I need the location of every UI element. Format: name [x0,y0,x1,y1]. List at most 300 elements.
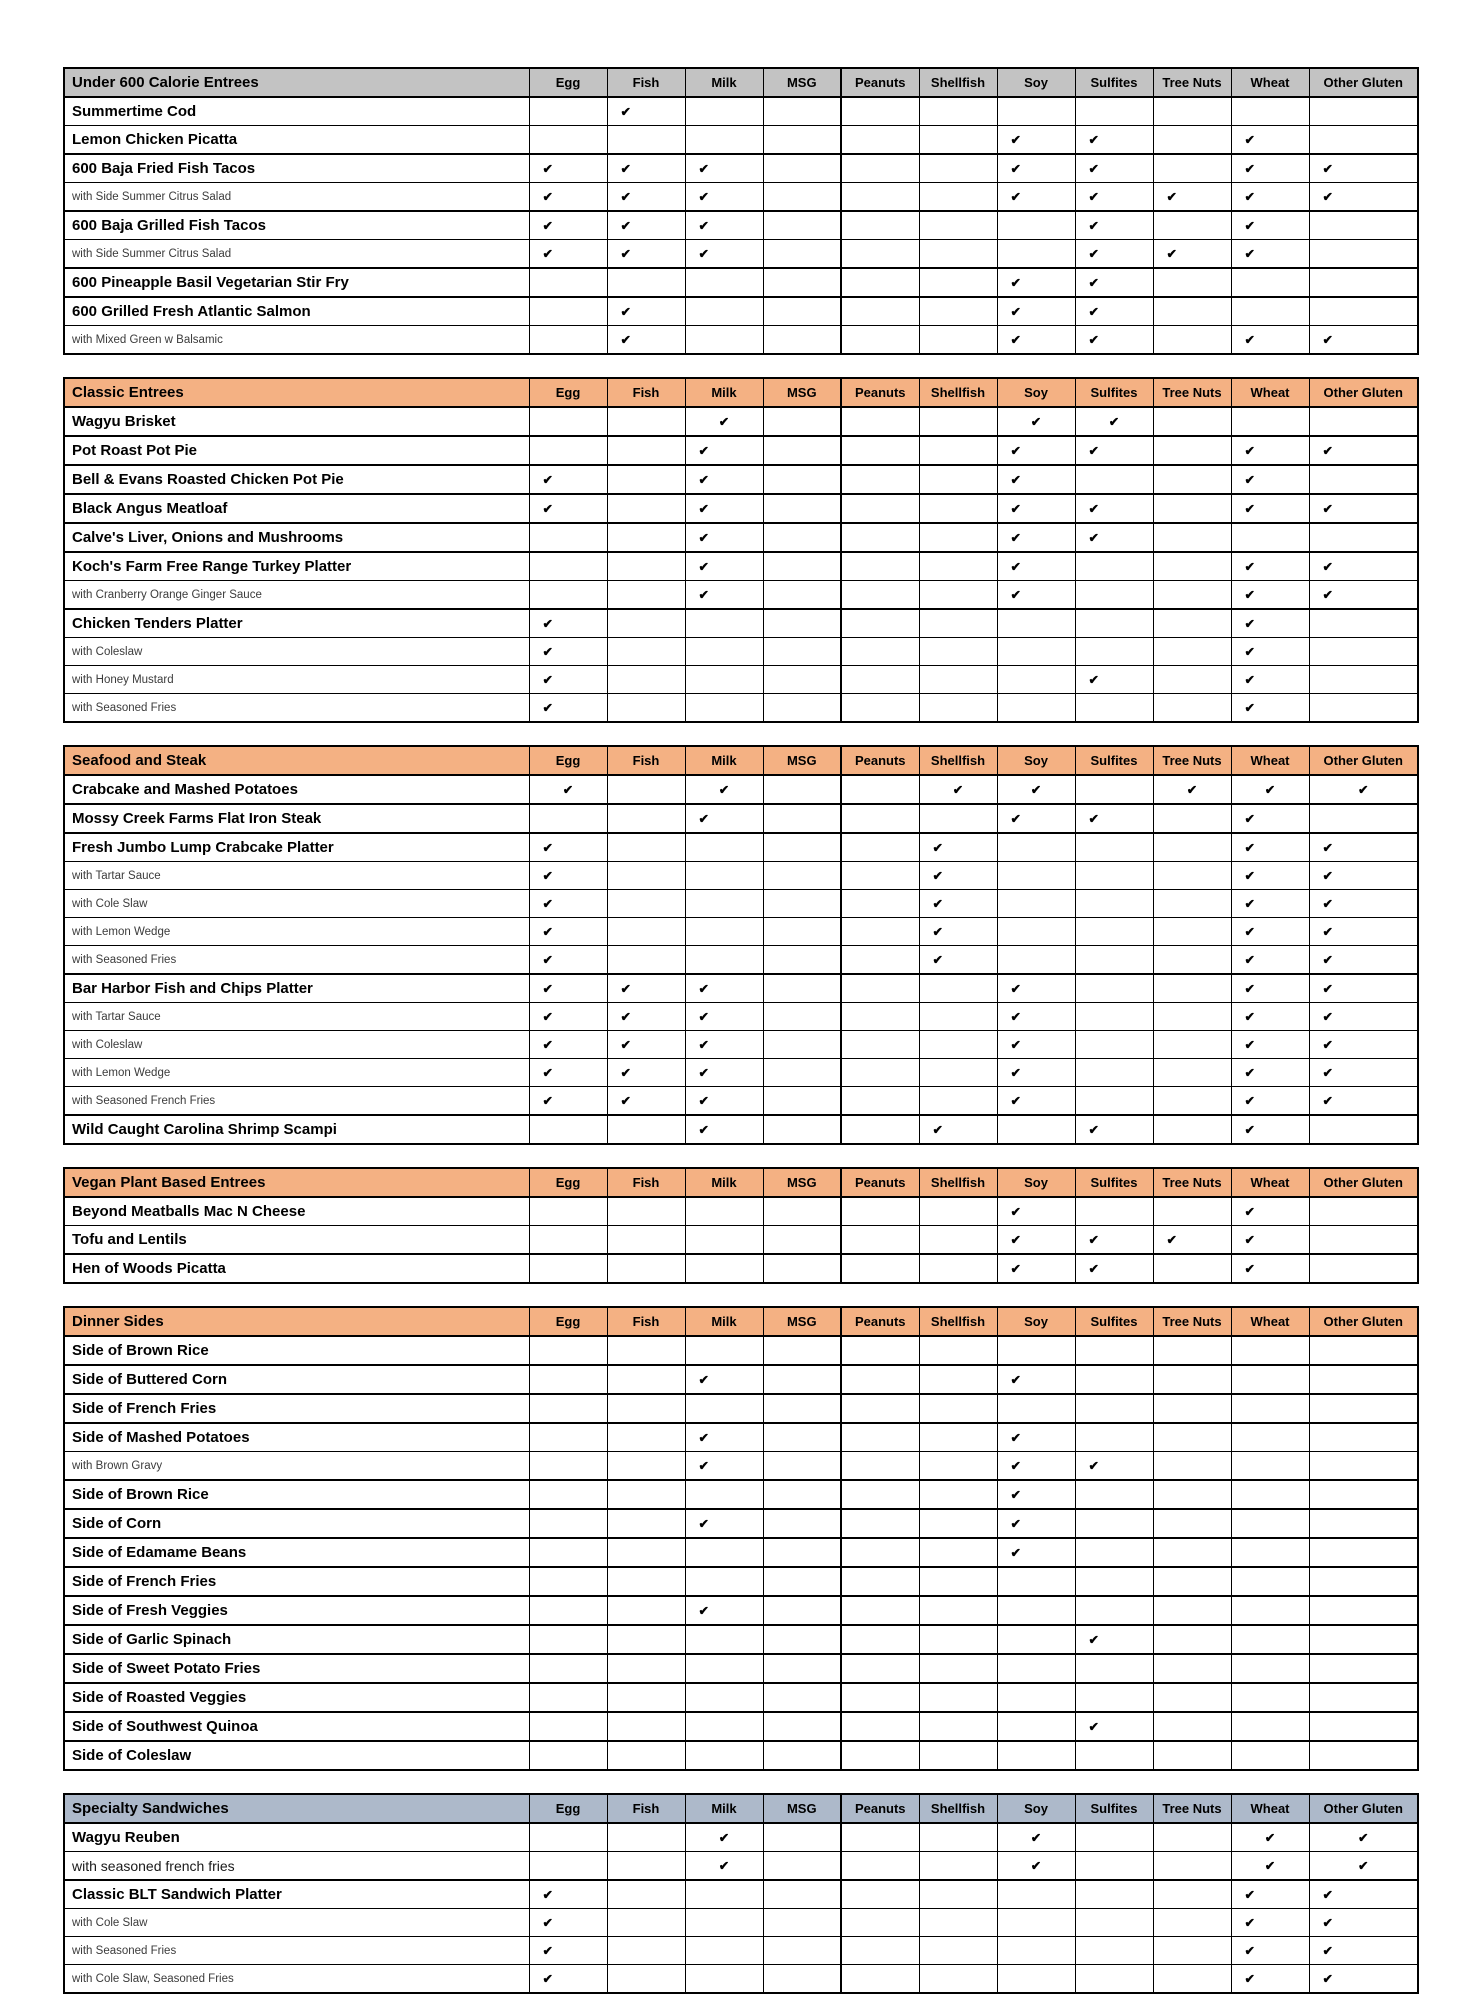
column-header: Milk [685,746,763,775]
allergen-cell [997,694,1075,723]
check-icon: ✔ [952,783,964,797]
allergen-cell [1075,126,1153,155]
dish-label: Side of Brown Rice [64,1336,529,1365]
allergen-cell [1309,494,1418,523]
check-icon: ✔ [620,247,631,261]
check-icon: ✔ [1088,531,1099,545]
allergen-cell [841,638,919,666]
allergen-cell [529,1596,607,1625]
dish-label: Side of Corn [64,1509,529,1538]
allergen-cell [919,1254,997,1283]
check-icon: ✔ [1088,1720,1099,1734]
allergen-cell [529,494,607,523]
allergen-cell [841,268,919,297]
dish-label: Bell & Evans Roasted Chicken Pot Pie [64,465,529,494]
allergen-cell [685,1909,763,1937]
allergen-cell [841,1226,919,1255]
allergen-cell [529,1336,607,1365]
allergen-cell [1309,1059,1418,1087]
allergen-cell [1075,1741,1153,1770]
section-header-row [64,746,1418,775]
column-header: Fish [607,746,685,775]
check-icon: ✔ [1322,925,1333,939]
allergen-cell [763,183,841,212]
allergen-cell [607,1336,685,1365]
dish-label: Tofu and Lentils [64,1226,529,1255]
sub-dish-label: with seasoned french fries [64,1852,529,1881]
check-icon: ✔ [698,531,709,545]
check-icon: ✔ [698,473,709,487]
allergen-cell [841,974,919,1003]
check-icon: ✔ [542,701,553,715]
section-title: Specialty Sandwiches [64,1794,529,1823]
allergen-cell [841,694,919,723]
allergen-cell [841,1625,919,1654]
allergen-cell [529,326,607,355]
sub-dish-label: with Coleslaw [64,638,529,666]
allergen-cell [763,833,841,862]
check-icon: ✔ [1088,247,1099,261]
allergen-cell [1153,326,1231,355]
column-header: Fish [607,378,685,407]
check-icon: ✔ [1010,812,1021,826]
check-icon: ✔ [1322,1066,1333,1080]
table-row [64,1003,1418,1031]
column-header: Tree Nuts [1153,746,1231,775]
check-icon: ✔ [1166,247,1177,261]
check-icon: ✔ [542,617,553,631]
allergen-cell [1153,1909,1231,1937]
allergen-cell [607,1423,685,1452]
allergen-cell [685,1059,763,1087]
allergen-cell [997,183,1075,212]
check-icon: ✔ [1010,276,1021,290]
table-row [64,407,1418,436]
section-title: Vegan Plant Based Entrees [64,1168,529,1197]
allergen-cell [1153,1197,1231,1226]
check-icon: ✔ [1244,1262,1255,1276]
allergen-cell [607,523,685,552]
allergen-cell [1153,1254,1231,1283]
sub-dish-label: with Brown Gravy [64,1452,529,1481]
allergen-cell [607,1596,685,1625]
check-icon: ✔ [1088,333,1099,347]
allergen-cell [1231,609,1309,638]
allergen-cell [685,1880,763,1909]
allergen-cell [529,97,607,126]
check-icon: ✔ [698,1604,709,1618]
check-icon: ✔ [932,953,943,967]
allergen-cell [529,1712,607,1741]
allergen-cell [1153,1654,1231,1683]
table-row [64,1596,1418,1625]
allergen-cell [1231,1683,1309,1712]
check-icon: ✔ [1244,1010,1255,1024]
allergen-cell [1153,407,1231,436]
check-icon: ✔ [1244,473,1255,487]
check-icon: ✔ [1010,982,1021,996]
check-icon: ✔ [1010,444,1021,458]
allergen-cell [997,211,1075,240]
allergen-cell [1309,1394,1418,1423]
column-header: Tree Nuts [1153,378,1231,407]
column-header: Shellfish [919,1794,997,1823]
allergen-cell [1075,1059,1153,1087]
table-row [64,974,1418,1003]
check-icon: ✔ [1244,133,1255,147]
dish-label: Classic BLT Sandwich Platter [64,1880,529,1909]
sub-dish-label: with Coleslaw [64,1031,529,1059]
allergen-cell [529,211,607,240]
allergen-cell [841,890,919,918]
allergen-cell [607,974,685,1003]
check-icon: ✔ [620,219,631,233]
table-row [64,297,1418,326]
allergen-cell [841,1741,919,1770]
allergen-cell [529,890,607,918]
dish-label: Side of Southwest Quinoa [64,1712,529,1741]
allergen-cell [763,804,841,833]
allergen-cell [685,1654,763,1683]
column-header: Other Gluten [1309,1794,1418,1823]
allergen-cell [919,1852,997,1881]
column-header: Other Gluten [1309,378,1418,407]
allergen-cell [841,1852,919,1881]
allergen-cell [1075,1115,1153,1144]
allergen-cell [607,609,685,638]
check-icon: ✔ [1244,162,1255,176]
allergen-cell [997,1509,1075,1538]
allergen-cell [997,1712,1075,1741]
check-icon: ✔ [542,1888,553,1902]
sub-dish-label: with Honey Mustard [64,666,529,694]
allergen-cell [529,183,607,212]
check-icon: ✔ [932,1123,943,1137]
allergen-cell [1309,297,1418,326]
allergen-cell [1153,1823,1231,1852]
check-icon: ✔ [542,925,553,939]
section-table [63,745,1419,1145]
dish-label: Side of Coleslaw [64,1741,529,1770]
allergen-cell [763,268,841,297]
allergen-cell [607,1254,685,1283]
allergen-cell [997,1087,1075,1116]
allergen-cell [607,890,685,918]
allergen-cell [685,465,763,494]
allergen-cell [1231,407,1309,436]
allergen-cell [1153,862,1231,890]
check-icon: ✔ [1322,588,1333,602]
dish-label: 600 Grilled Fresh Atlantic Salmon [64,297,529,326]
allergen-cell [1231,268,1309,297]
allergen-cell [1231,1965,1309,1994]
allergen-cell [1231,581,1309,610]
allergen-cell [841,1452,919,1481]
table-row [64,775,1418,804]
allergen-cell [1309,609,1418,638]
allergen-cell [841,1596,919,1625]
section-table [63,377,1419,723]
allergen-cell [529,1365,607,1394]
allergen-cell [1231,552,1309,581]
allergen-cell [607,1394,685,1423]
allergen-cell [763,494,841,523]
check-icon: ✔ [1358,1831,1369,1845]
table-row [64,609,1418,638]
section-table [63,1306,1419,1771]
check-icon: ✔ [1264,783,1276,797]
allergen-cell [1231,465,1309,494]
allergen-cell [997,465,1075,494]
dish-label: 600 Baja Fried Fish Tacos [64,154,529,183]
allergen-cell [1231,1336,1309,1365]
check-icon: ✔ [542,673,553,687]
allergen-cell [607,494,685,523]
allergen-cell [685,833,763,862]
allergen-cell [919,1712,997,1741]
allergen-cell [1075,890,1153,918]
column-header: Wheat [1231,1307,1309,1336]
check-icon: ✔ [1088,1633,1099,1647]
check-icon: ✔ [1322,162,1333,176]
check-icon: ✔ [1244,1888,1255,1902]
allergen-cell [841,154,919,183]
table-row [64,1031,1418,1059]
check-icon: ✔ [1244,701,1255,715]
allergen-cell [997,523,1075,552]
dish-label: Chicken Tenders Platter [64,609,529,638]
allergen-cell [1153,1625,1231,1654]
check-icon: ✔ [1322,502,1333,516]
check-icon: ✔ [620,982,631,996]
allergen-cell [685,407,763,436]
dish-label: Side of Mashed Potatoes [64,1423,529,1452]
allergen-cell [919,1115,997,1144]
check-icon: ✔ [1010,1262,1021,1276]
allergen-cell [763,946,841,975]
allergen-cell [997,946,1075,975]
allergen-cell [1231,1852,1309,1881]
section-header-row [64,1794,1418,1823]
check-icon: ✔ [1088,1262,1099,1276]
allergen-cell [1231,1226,1309,1255]
allergen-cell [1153,804,1231,833]
allergen-cell [685,1538,763,1567]
allergen-cell [1075,1538,1153,1567]
table-row [64,97,1418,126]
allergen-cell [1075,946,1153,975]
check-icon: ✔ [1088,305,1099,319]
check-icon: ✔ [1088,673,1099,687]
allergen-cell [607,211,685,240]
check-icon: ✔ [1322,444,1333,458]
allergen-cell [1231,436,1309,465]
table-row [64,1423,1418,1452]
allergen-cell [1231,1254,1309,1283]
check-icon: ✔ [1088,162,1099,176]
allergen-cell [1075,1712,1153,1741]
allergen-cell [1309,1480,1418,1509]
dish-label: Black Angus Meatloaf [64,494,529,523]
allergen-cell [919,1880,997,1909]
check-icon: ✔ [1010,502,1021,516]
allergen-cell [763,126,841,155]
allergen-cell [529,1654,607,1683]
check-icon: ✔ [698,444,709,458]
allergen-cell [997,436,1075,465]
check-icon: ✔ [542,162,553,176]
check-icon: ✔ [1010,333,1021,347]
allergen-cell [841,1480,919,1509]
allergen-cell [841,1567,919,1596]
column-header: Soy [997,68,1075,97]
sub-dish-label: with Cole Slaw [64,890,529,918]
check-icon: ✔ [1244,617,1255,631]
allergen-cell [1231,1197,1309,1226]
column-header: Peanuts [841,68,919,97]
dish-label: Summertime Cod [64,97,529,126]
allergen-cell [919,494,997,523]
allergen-cell [1153,1880,1231,1909]
dish-label: Beyond Meatballs Mac N Cheese [64,1197,529,1226]
check-icon: ✔ [698,1459,709,1473]
allergen-cell [1309,1336,1418,1365]
allergen-cell [997,1852,1075,1881]
allergen-cell [1075,833,1153,862]
allergen-cell [763,1003,841,1031]
allergen-cell [841,494,919,523]
allergen-cell [1309,638,1418,666]
dish-label: Wagyu Reuben [64,1823,529,1852]
allergen-cell [529,1031,607,1059]
allergen-cell [529,1197,607,1226]
allergen-cell [1231,775,1309,804]
allergen-cell [607,1480,685,1509]
allergen-cell [1309,694,1418,723]
check-icon: ✔ [1322,1916,1333,1930]
allergen-cell [1153,126,1231,155]
allergen-cell [1153,297,1231,326]
check-icon: ✔ [1186,783,1198,797]
allergen-cell [1075,1003,1153,1031]
column-header: Peanuts [841,1307,919,1336]
allergen-cell [997,804,1075,833]
allergen-cell [763,638,841,666]
table-row [64,1059,1418,1087]
allergen-cell [919,326,997,355]
allergen-cell [1153,494,1231,523]
allergen-cell [607,407,685,436]
sub-dish-label: with Seasoned Fries [64,694,529,723]
allergen-cell [919,1059,997,1087]
check-icon: ✔ [1244,1038,1255,1052]
allergen-cell [841,1197,919,1226]
allergen-cell [1153,918,1231,946]
allergen-cell [919,1683,997,1712]
allergen-cell [529,804,607,833]
column-header: MSG [763,1168,841,1197]
dish-label: Hen of Woods Picatta [64,1254,529,1283]
allergen-cell [1153,833,1231,862]
allergen-cell [841,775,919,804]
check-icon: ✔ [620,305,631,319]
allergen-cell [1231,946,1309,975]
check-icon: ✔ [1088,219,1099,233]
table-row [64,1712,1418,1741]
allergen-cell [1075,1823,1153,1852]
table-row [64,552,1418,581]
allergen-cell [1153,552,1231,581]
check-icon: ✔ [542,1944,553,1958]
allergen-cell [685,1509,763,1538]
allergen-cell [919,638,997,666]
column-header: Wheat [1231,68,1309,97]
allergen-cell [997,1365,1075,1394]
allergen-cell [1231,1480,1309,1509]
check-icon: ✔ [1322,1944,1333,1958]
allergen-cell [529,609,607,638]
table-row [64,1823,1418,1852]
allergen-cell [1075,523,1153,552]
column-header: Tree Nuts [1153,1307,1231,1336]
allergen-cell [1309,1226,1418,1255]
check-icon: ✔ [1010,1431,1021,1445]
section-table [63,1793,1419,1994]
column-header: Tree Nuts [1153,68,1231,97]
allergen-cell [1309,183,1418,212]
allergen-cell [1309,890,1418,918]
check-icon: ✔ [542,1066,553,1080]
dish-label: Wagyu Brisket [64,407,529,436]
allergen-cell [685,1823,763,1852]
table-row [64,1538,1418,1567]
check-icon: ✔ [1322,1010,1333,1024]
allergen-cell [919,154,997,183]
allergen-cell [685,297,763,326]
check-icon: ✔ [542,1916,553,1930]
dish-label: Mossy Creek Farms Flat Iron Steak [64,804,529,833]
allergen-cell [1153,1965,1231,1994]
section-header-row [64,1307,1418,1336]
allergen-cell [529,1059,607,1087]
allergen-cell [685,638,763,666]
allergen-cell [607,268,685,297]
sub-dish-label: with Lemon Wedge [64,918,529,946]
allergen-cell [763,1937,841,1965]
sub-dish-label: with Side Summer Citrus Salad [64,183,529,212]
allergen-cell [607,1683,685,1712]
check-icon: ✔ [562,783,574,797]
allergen-cell [997,1115,1075,1144]
column-header: Milk [685,68,763,97]
allergen-cell [1075,268,1153,297]
check-icon: ✔ [542,953,553,967]
allergen-cell [1075,1965,1153,1994]
allergen-cell [1075,1683,1153,1712]
allergen-cell [529,775,607,804]
dish-label: Side of Roasted Veggies [64,1683,529,1712]
allergen-cell [763,1567,841,1596]
allergen-cell [1153,1115,1231,1144]
allergen-cell [763,974,841,1003]
check-icon: ✔ [1088,1459,1099,1473]
allergen-cell [1309,1254,1418,1283]
allergen-cell [1075,326,1153,355]
allergen-cell [841,1003,919,1031]
dish-label: Koch's Farm Free Range Turkey Platter [64,552,529,581]
check-icon: ✔ [698,1094,709,1108]
check-icon: ✔ [542,1038,553,1052]
